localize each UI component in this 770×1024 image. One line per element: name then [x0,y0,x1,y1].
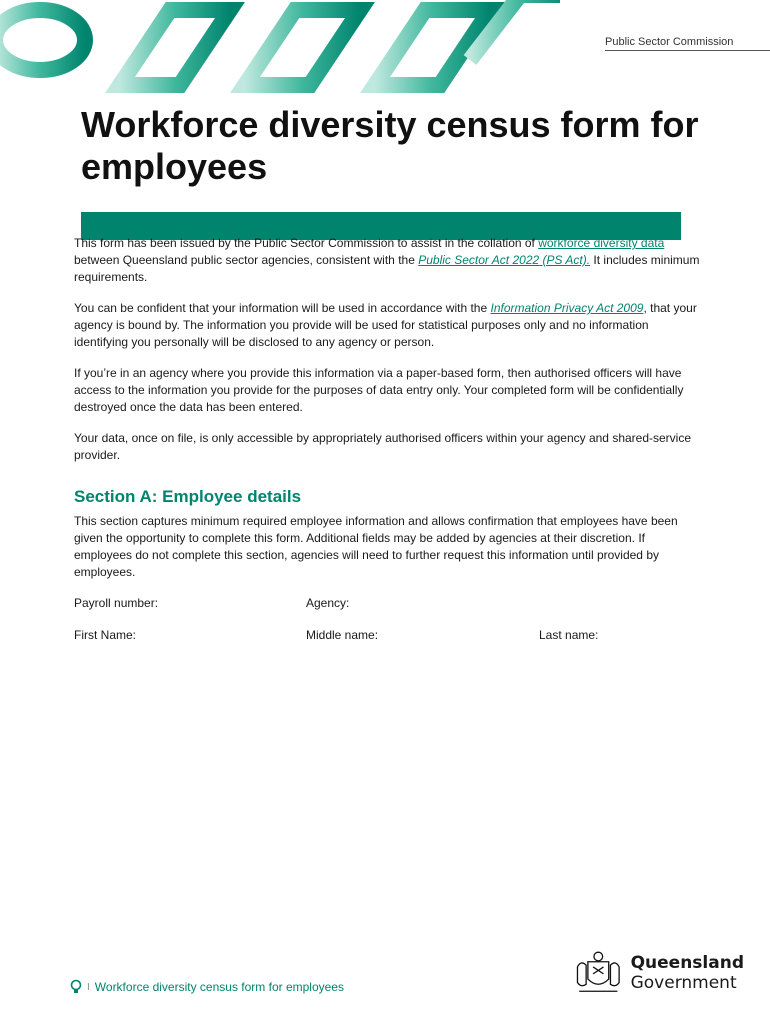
ps-act-link[interactable]: Public Sector Act 2022 (PS Act). [418,253,591,267]
footer-title: Workforce diversity census form for employees [94,980,344,994]
intro-paragraph-3: If you’re in an agency where you provide this information via a paper-based form, then authorised officers will have access to the information you provide for the purposes of data entry only. Your completed form will be confidentially destroyed once the data has been entered. [74,366,684,414]
queensland-government-logo [574,945,744,1001]
last-name-label: Last name: [539,628,599,642]
page-footer [70,979,344,995]
intro-paragraph-2: You can be confident that your information will be used in accordance with the Information Privacy Act 2009, that your agency is bound by. The information you provide will be used for statistical purposes only and no information identifying you personally will be disclosed to any agency or person. [74,301,697,349]
payroll-number-label: Payroll number: [74,596,159,610]
information-privacy-act-link[interactable]: Information Privacy Act 2009 [490,301,644,315]
logo-wordmark: Queensland Government [630,953,744,993]
section-a-description: This section captures minimum required employee information and allows confirmation that employees have been given the opportunity to complete this form. Additional fields may be added by agencies at their discretion. If employees do not complete this section, agencies will need to further request this information until provided by employees. [74,514,678,579]
agency-label: Agency: [306,596,350,610]
document-body [74,235,700,659]
section-a-heading: Section A: Employee details [74,487,302,506]
first-name-label: First Name: [74,628,137,642]
page-title: Workforce diversity census form for employees [81,104,699,187]
middle-name-label: Middle name: [306,628,379,642]
header-organisation: Public Sector Commission [605,36,770,51]
workforce-diversity-data-link[interactable]: workforce diversity data [538,236,665,250]
coat-of-arms-icon [574,946,623,1000]
intro-paragraph-1: This form has been issued by the Public Sector Commission to assist in the collation of workforce diversity data between Queensland public sector agencies, consistent with the Public Sector Act 2022 (PS Act). It includes minimum requirements. [74,236,700,284]
employee-details-fields [74,595,700,659]
footer-separator: I [87,981,90,993]
lightbulb-icon [70,979,82,995]
intro-paragraph-4: Your data, once on file, is only accessible by appropriately authorised officers within your agency and shared-service provider. [74,431,692,462]
decorative-header-graphic [0,0,560,100]
